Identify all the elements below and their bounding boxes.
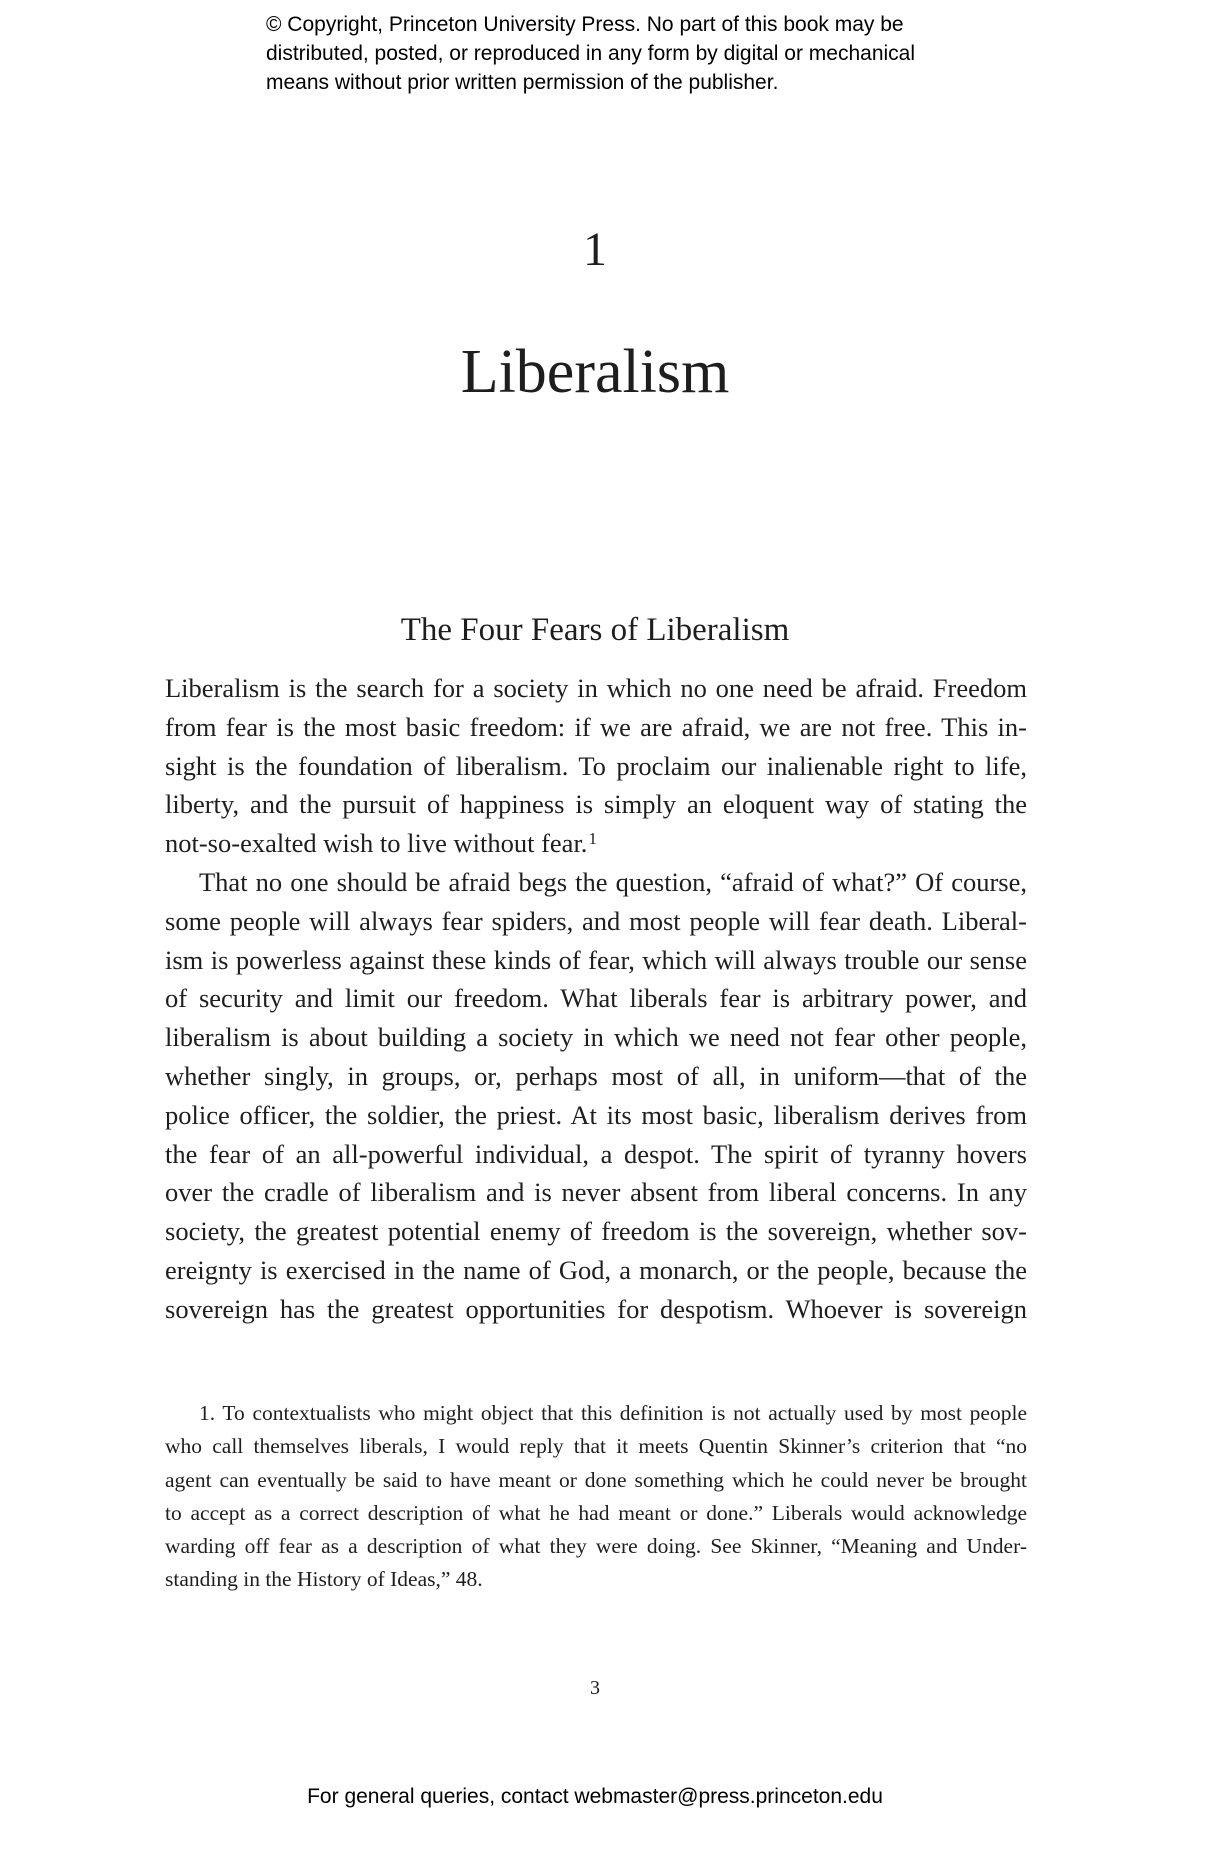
text-line-content: not-so-exalted wish to live without fear. <box>165 828 588 859</box>
text-line: That no one should be afraid begs the question, “afraid of what?” Of course, <box>199 866 1027 897</box>
paragraph-2 <box>165 863 1027 1329</box>
text-line: whether singly, in groups, or, perhaps most of all, in uniform—that of the <box>165 1060 1027 1091</box>
footnote-reference: 1 <box>588 829 597 849</box>
footnote-line: 1. To contextualists who might object that this definition is not actually used by most people <box>199 1401 1027 1425</box>
chapter-number: 1 <box>583 223 607 276</box>
text-line: liberalism is about building a society in which we need not fear other people, <box>165 1022 1027 1053</box>
contact-notice: For general queries, contact webmaster@press.princeton.edu <box>307 1785 883 1808</box>
paragraph-1 <box>165 669 1027 863</box>
footnote-line: who call themselves liberals, I would reply that it meets Quentin Skinner’s criterion that “no <box>165 1434 1027 1459</box>
footnote-line: to accept as a correct description of what he had meant or done.” Liberals would acknowledge <box>165 1500 1027 1525</box>
text-line: Liberalism is the search for a society in which no one need be afraid. Freedom <box>165 673 1027 703</box>
text-line: police officer, the soldier, the priest. At its most basic, liberalism derives from <box>165 1099 1027 1130</box>
text-line <box>165 824 1027 863</box>
copyright-line: means without prior written permission of the publisher. <box>266 71 779 94</box>
text-line: ereignty is exercised in the name of God, a monarch, or the people, because the <box>165 1254 1027 1285</box>
copyright-line: distributed, posted, or reproduced in any form by digital or mechanical <box>266 42 916 65</box>
text-line: some people will always fear spiders, and most people will fear death. Liberal- <box>165 905 1027 936</box>
text-line: sovereign has the greatest opportunities for despotism. Whoever is sovereign <box>165 1293 1027 1324</box>
text-line: liberty, and the pursuit of happiness is simply an eloquent way of stating the <box>165 789 1027 820</box>
footnote-line: agent can eventually be said to have meant or done something which he could never be brought <box>165 1467 1027 1492</box>
text-line: ism is powerless against these kinds of fear, which will always trouble our sense <box>165 944 1027 975</box>
footnote-line: warding off fear as a description of what they were doing. See Skinner, “Meaning and Under- <box>165 1534 1027 1559</box>
text-line: the fear of an all-powerful individual, a despot. The spirit of tyranny hovers <box>165 1138 1027 1169</box>
text-line: over the cradle of liberalism and is never absent from liberal concerns. In any <box>165 1177 1027 1208</box>
footnote-line: standing in the History of Ideas,” 48. <box>165 1567 483 1592</box>
text-line: of security and limit our freedom. What liberals fear is arbitrary power, and <box>165 983 1027 1014</box>
section-heading: The Four Fears of Liberalism <box>400 612 790 648</box>
text-line: sight is the foundation of liberalism. To proclaim our inalienable right to life, <box>165 750 1027 781</box>
body-text <box>165 669 1027 1329</box>
copyright-notice <box>266 10 1026 97</box>
copyright-line: © Copyright, Princeton University Press. No part of this book may be <box>266 13 904 36</box>
page-number: 3 <box>590 1677 600 1699</box>
text-line: society, the greatest potential enemy of freedom is the sovereign, whether sov- <box>165 1216 1027 1247</box>
chapter-title: Liberalism <box>460 338 730 406</box>
footnote <box>165 1397 1027 1597</box>
text-line: from fear is the most basic freedom: if we are afraid, we are not free. This in- <box>165 711 1027 742</box>
